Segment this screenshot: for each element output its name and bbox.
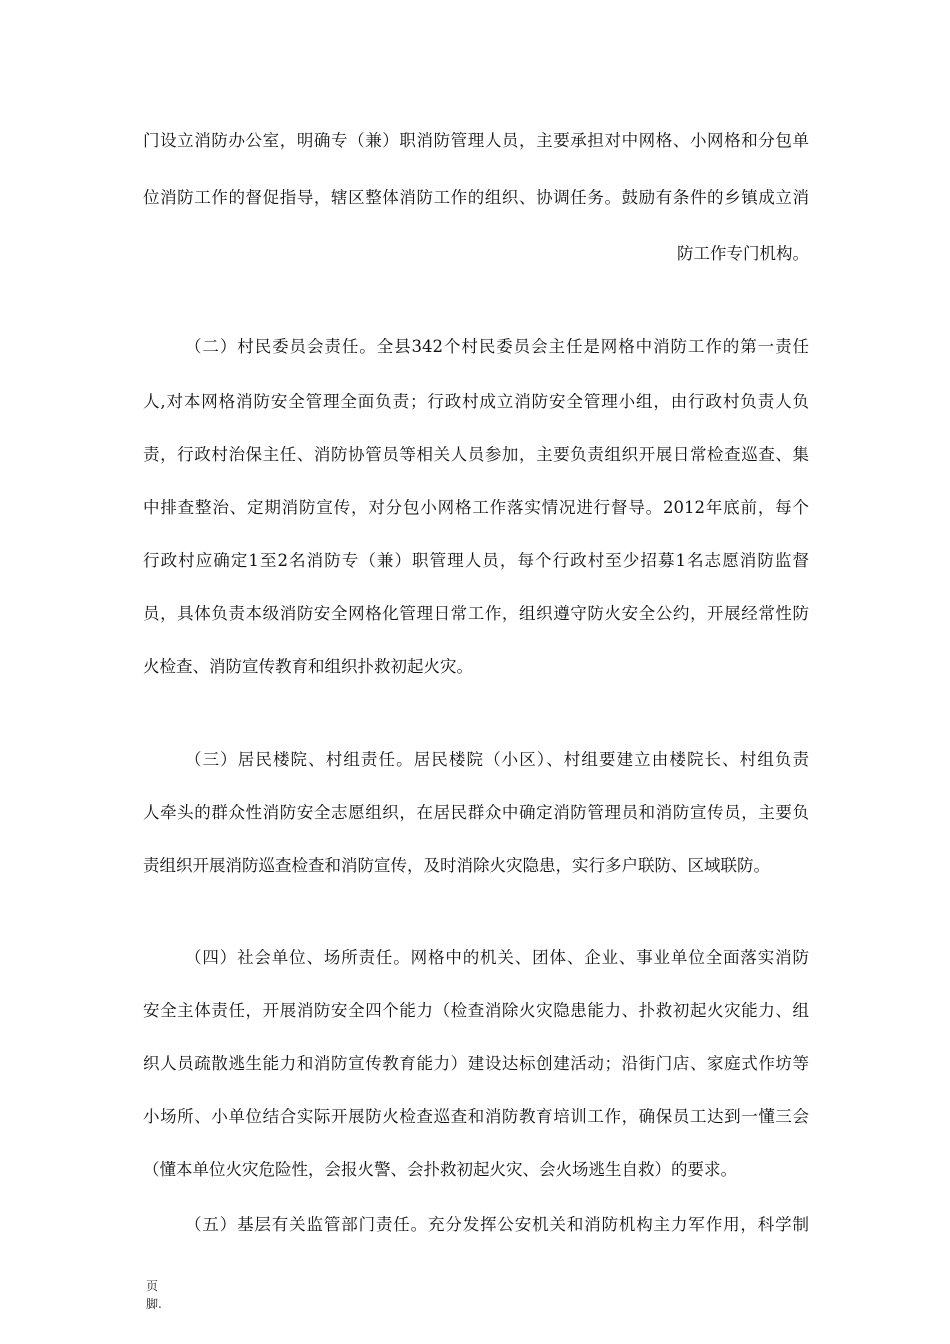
paragraph-line: 人牵头的群众性消防安全志愿组织，在居民群众中确定消防管理员和消防宣传员，主要负 <box>143 803 809 822</box>
paragraph-line: （三）居民楼院、村组责任。居民楼院（小区）、村组要建立由楼院长、村组负责 <box>185 750 809 769</box>
paragraph-line: 火检查、消防宣传教育和组织扑救初起火灾。 <box>143 657 473 676</box>
paragraph-line: 位消防工作的督促指导，辖区整体消防工作的组织、协调任务。鼓励有条件的乡镇成立消 <box>143 188 809 207</box>
paragraph-line: 织人员疏散逃生能力和消防宣传教育能力）建设达标创建活动；沿街门店、家庭式作坊等 <box>143 1054 809 1073</box>
paragraph-line: 门设立消防办公室，明确专（兼）职消防管理人员，主要承担对中网格、小网格和分包单 <box>143 131 809 150</box>
paragraph-line: 责，行政村治保主任、消防协管员等相关人员参加，主要负责组织开展日常检查巡查、集 <box>143 445 809 464</box>
paragraph-line: 行政村应确定1至2名消防专（兼）职管理人员，每个行政村至少招募1名志愿消防监督 <box>143 551 809 570</box>
paragraph-line: 防工作专门机构。 <box>677 244 809 263</box>
paragraph-line: 小场所、小单位结合实际开展防火检查巡查和消防教育培训工作，确保员工达到一懂三会 <box>143 1107 809 1126</box>
page-footer-line-2: 脚. <box>146 1297 162 1311</box>
paragraph-line: （五）基层有关监管部门责任。充分发挥公安机关和消防机构主力军作用，科学制 <box>185 1215 809 1234</box>
page-footer-line-1: 页 <box>146 1279 159 1293</box>
paragraph-line: （懂本单位火灾危险性，会报火警、会扑救初起火灾、会火场逃生自救）的要求。 <box>143 1160 737 1179</box>
paragraph-line: 安全主体责任，开展消防安全四个能力（检查消除火灾隐患能力、扑救初起火灾能力、组 <box>143 1001 809 1020</box>
paragraph-line: 人,对本网格消防安全管理全面负责；行政村成立消防安全管理小组，由行政村负责人负 <box>143 392 809 411</box>
paragraph-line: 员，具体负责本级消防安全网格化管理日常工作，组织遵守防火安全公约，开展经常性防 <box>143 604 809 623</box>
paragraph-line: 中排查整治、定期消防宣传，对分包小网格工作落实情况进行督导。2012年底前，每个 <box>143 498 809 517</box>
paragraph-line: 责组织开展消防巡查检查和消防宣传，及时消除火灾隐患，实行多户联防、区域联防。 <box>143 856 770 875</box>
paragraph-line: （二）村民委员会责任。全县342个村民委员会主任是网格中消防工作的第一责任 <box>185 337 809 356</box>
paragraph-line: （四）社会单位、场所责任。网格中的机关、团体、企业、事业单位全面落实消防 <box>185 948 809 967</box>
